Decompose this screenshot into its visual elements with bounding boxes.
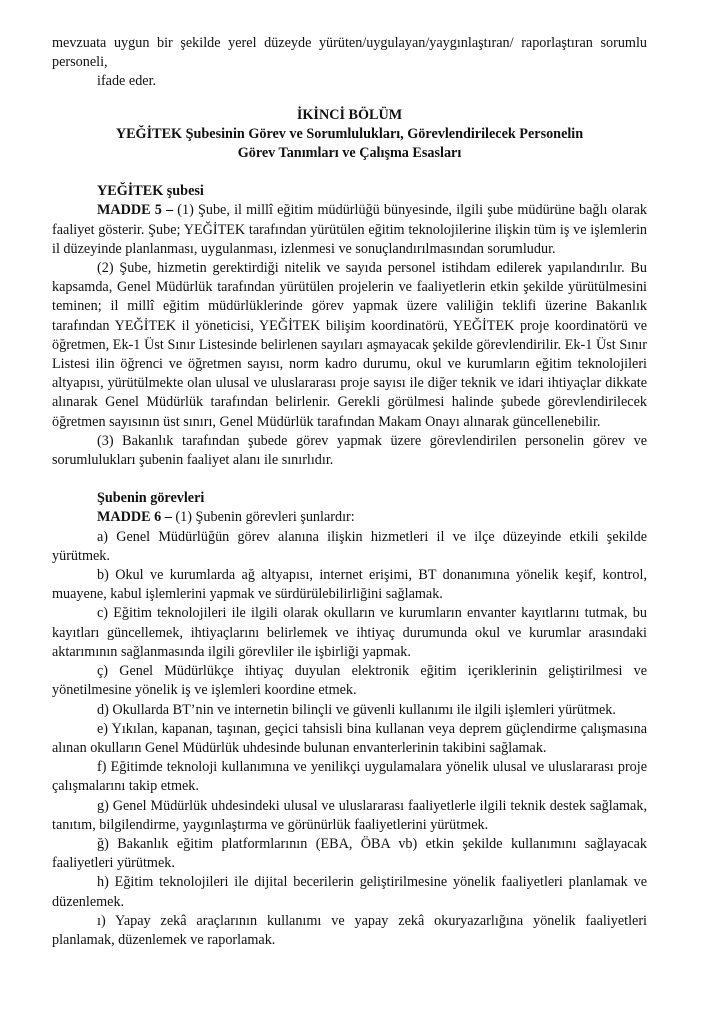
list-item-g: g) Genel Müdürlük uhdesindeki ulusal ve uluslararası faaliyetlerle ilgili teknik destek sağlamak, tanıtım, bilgilendirme, yaygınlaştırma ve görünürlük faaliyetlerini yürütmek. bbox=[52, 797, 647, 833]
list-item-e: e) Yıkılan, kapanan, taşınan, geçici tahsisli bina kullanan veya deprem güçlendirme çalışmasına alınan okulların Genel Müdürlük uhdesinde bulunan envanterlerinin takibini sağlamak. bbox=[52, 720, 647, 756]
section-title: YEĞİTEK Şubesinin Görev ve Sorumlulukları, Görevlendirilecek Personelin Görev Tanımları ve Çalışma Esasları bbox=[115, 125, 584, 162]
article5-heading: YEĞİTEK şubesi bbox=[97, 183, 204, 200]
list-item-g-breve: ğ) Bakanlık eğitim platformlarının (EBA, ÖBA vb) etkin şekilde kullanımını sağlayacak faaliyetleri yürütmek. bbox=[52, 835, 647, 872]
article6-label: MADDE 6 – bbox=[97, 509, 172, 526]
intro-closing: ifade eder. bbox=[97, 73, 157, 90]
article5-label: MADDE 5 – bbox=[97, 202, 174, 219]
list-item-b: b) Okul ve kurumlarda ağ altyapısı, internet erişimi, BT donanımına yönelik keşif, kontrol, muayene, kabul işlemlerini yapmak ve sürdürülebilirliğini sağlamak. bbox=[52, 567, 647, 603]
list-item-f: f) Eğitimde teknoloji kullanımına ve yenilikçi uygulamalara yönelik ulusal ve uluslararası proje çalışmalarını takip etmek. bbox=[52, 759, 647, 795]
list-item-a: a) Genel Müdürlüğün görev alanına ilişkin hizmetleri il ve ilçe düzeyinde etkili şekilde yürütmek. bbox=[52, 528, 647, 564]
article6-intro bbox=[52, 508, 647, 527]
list-item-c-cedilla: ç) Genel Müdürlükçe ihtiyaç duyulan elektronik eğitim içeriklerinin geliştirilmesi ve yönetilmesine yönelik iş ve işlemleri koordine etmek. bbox=[52, 663, 647, 699]
article5-p1-text: (1) Şube, il millî eğitim müdürlüğü bünyesinde, ilgili şube müdürüne bağlı olarak faaliyet gösterir. Şube; YEĞİTEK tarafından yürütülen eğitim teknolojilerine ilişkin tüm iş ve işlemlerin il düzeyinde planlanması, uygulanması, izlenmesi ve sonuçlandırılmasından sorumludur. bbox=[52, 202, 648, 257]
article6-intro-text: (1) Şubenin görevleri şunlardır: bbox=[171, 509, 355, 526]
intro-paragraph: mevzuata uygun bir şekilde yerel düzeyde yürüten/uygulayan/yaygınlaştıran/ raporlaştıran sorumlu personeli, bbox=[52, 35, 647, 71]
article5-paragraph-2: (2) Şube, hizmetin gerektirdiği nitelik ve sayıda personel istihdam edilerek yapılandırılır. Bu kapsamda, Genel Müdürlük tarafından yürütülen projelerin ve faaliyetlerin etkin şekilde yürütülmesini teminen; il millî eğitim müdürlüklerinde görev yapmak üzere valiliğin teklifi üzerine Bakanlık tarafından YEĞİTEK il yöneticisi, YEĞİTEK bilişim koordinatörü, YEĞİTEK proje koordinatörü ve öğretmen, Ek-1 Üst Sınır Listesinde belirlenen sayıları aşmayacak şekilde görevlendirilir. Ek-1 Üst Sınır Listesi ilin öğrenci ve öğretmen sayısı, norm kadro durumu, okul ve kurumların eğitim teknolojileri altyapısı, yürütülmekte olan ulusal ve uluslararası proje sayısı ile diğer teknik ve idari ihtiyaçlar dikkate alınarak Genel Müdürlük tarafından belirlenir. Gerekli görülmesi halinde şubede görevlendirilecek öğretmen sayısının üst sınırı, Genel Müdürlük tarafından Makam Onayı alınarak güncellenebilir. bbox=[52, 260, 647, 430]
list-item-d: d) Okullarda BT’nin ve internetin bilinçli ve güvenli kullanımı ile ilgili işlemleri yürütmek. bbox=[97, 701, 616, 718]
list-item-h: h) Eğitim teknolojileri ile dijital becerilerin geliştirilmesine yönelik faaliyetleri planlamak ve düzenlemek. bbox=[52, 874, 647, 910]
list-item-dotless-i: ı) Yapay zekâ araçlarının kullanımı ve yapay zekâ okuryazarlığına yönelik faaliyetleri planlamak, düzenlemek ve raporlamak. bbox=[52, 912, 647, 948]
document-page bbox=[52, 34, 647, 950]
article5-paragraph-1 bbox=[52, 201, 647, 259]
section-label: İKİNCİ BÖLÜM bbox=[296, 106, 403, 123]
article5-paragraph-3: (3) Bakanlık tarafından şubede görev yapmak üzere görevlendirilen personelin görev ve sorumlulukları şubenin faaliyet alanı ile sınırlıdır. bbox=[52, 432, 647, 469]
list-item-c: c) Eğitim teknolojileri ile ilgili olarak okulların ve kurumların envanter kayıtlarını tutmak, bu kayıtları güncellemek, ihtiyaçlarını belirlemek ve ihtiyaç durumunda okul ve kurumlar arasındaki aktarımının sağlanmasında ilgili görevliler ile işbirliği yapmak. bbox=[52, 605, 647, 660]
article6-heading: Şubenin görevleri bbox=[97, 490, 205, 507]
